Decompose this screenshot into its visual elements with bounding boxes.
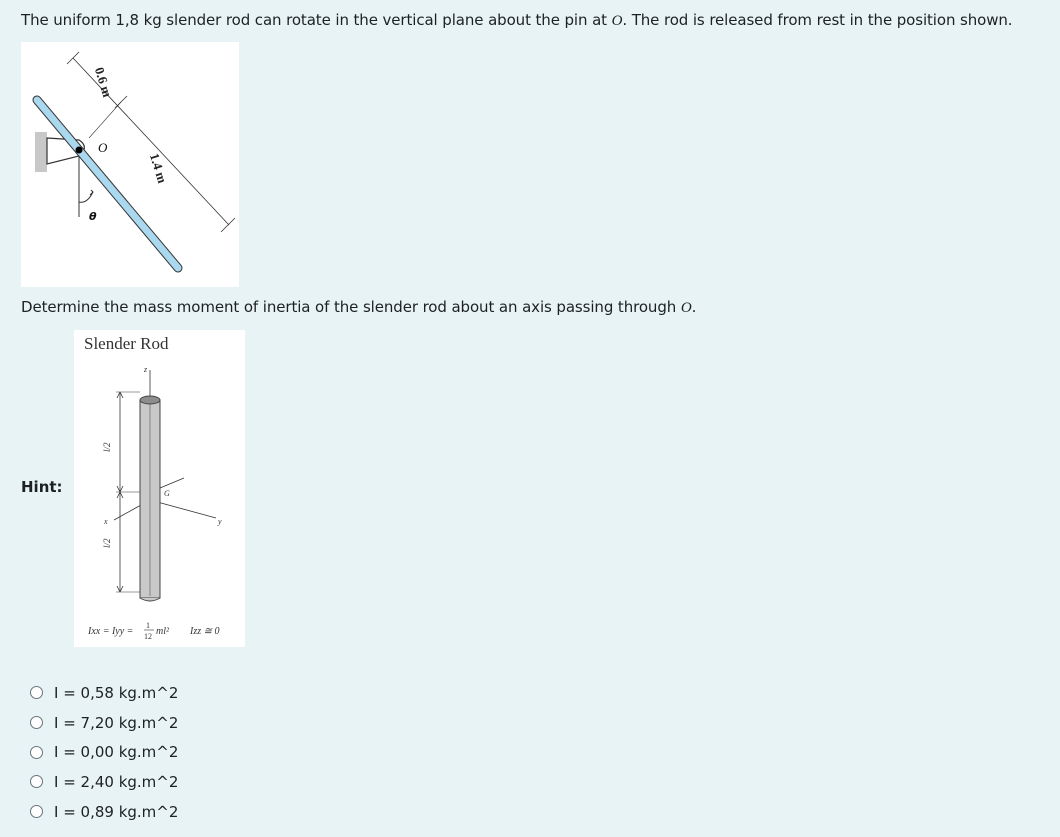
x-axis-label: x xyxy=(104,517,108,526)
pin-dot xyxy=(76,147,83,154)
radio-button[interactable] xyxy=(30,716,43,729)
hint-label: Hint: xyxy=(21,478,63,496)
formula-denominator: 12 xyxy=(144,632,152,641)
formula-right: ml² xyxy=(156,626,169,637)
angle-label: θ xyxy=(89,210,97,223)
radio-button[interactable] xyxy=(30,746,43,759)
question-text-part1: The uniform 1,8 kg slender rod can rotate in the vertical plane about the pin at xyxy=(21,11,612,29)
determine-text xyxy=(21,298,696,317)
answer-option[interactable] xyxy=(30,797,178,827)
answer-option[interactable] xyxy=(30,767,178,797)
answer-label: I = 7,20 kg.m^2 xyxy=(54,713,179,732)
y-axis-label: y xyxy=(218,517,222,526)
radio-button[interactable] xyxy=(30,805,43,818)
determine-text-part2: . xyxy=(691,298,697,316)
y-axis-extension xyxy=(160,478,184,488)
half-length-upper xyxy=(102,442,112,452)
rod-figure xyxy=(21,42,239,287)
extension-line xyxy=(89,102,121,138)
formula-numerator: 1 xyxy=(146,621,150,630)
answer-label: I = 0,00 kg.m^2 xyxy=(54,743,179,762)
question-text-part2: . The rod is released from rest in the position shown. xyxy=(622,11,1013,29)
answer-option[interactable] xyxy=(30,737,178,767)
radio-button[interactable] xyxy=(30,775,43,788)
half-length-lower-label: l/2 xyxy=(102,538,112,548)
answer-label: I = 0,89 kg.m^2 xyxy=(54,802,179,821)
z-axis-label: z xyxy=(144,365,148,374)
rod-diagram xyxy=(21,42,239,287)
center-label: G xyxy=(164,489,170,498)
cylinder-bottom xyxy=(140,598,160,601)
answer-option[interactable] xyxy=(30,708,178,738)
half-length-lower xyxy=(102,538,112,548)
formula-left: Ixx = Iyy = xyxy=(88,626,134,637)
cylinder-top xyxy=(140,396,160,404)
answer-option[interactable] xyxy=(30,678,178,708)
question-pin-label: O xyxy=(611,13,623,29)
dim-short-label: 0.6 m xyxy=(91,65,116,99)
dim-long-label: 1.4 m xyxy=(146,151,171,185)
hint-figure xyxy=(74,330,245,647)
half-length-upper-label: l/2 xyxy=(102,442,112,452)
radio-button[interactable] xyxy=(30,686,43,699)
formula-zz: Izz ≅ 0 xyxy=(190,626,220,637)
answer-label: I = 2,40 kg.m^2 xyxy=(54,772,179,791)
answer-label: I = 0,58 kg.m^2 xyxy=(54,683,179,702)
determine-axis-label: O xyxy=(680,300,692,316)
hint-title: Slender Rod xyxy=(84,334,169,353)
slender-rod-diagram xyxy=(74,330,245,647)
dimension-tick-bottom xyxy=(221,218,235,232)
question-text xyxy=(21,11,1012,30)
pin-label: O xyxy=(98,140,108,155)
answer-options xyxy=(30,678,178,826)
determine-text-part1: Determine the mass moment of inertia of the slender rod about an axis passing through xyxy=(21,298,681,316)
wall-support xyxy=(35,132,47,172)
